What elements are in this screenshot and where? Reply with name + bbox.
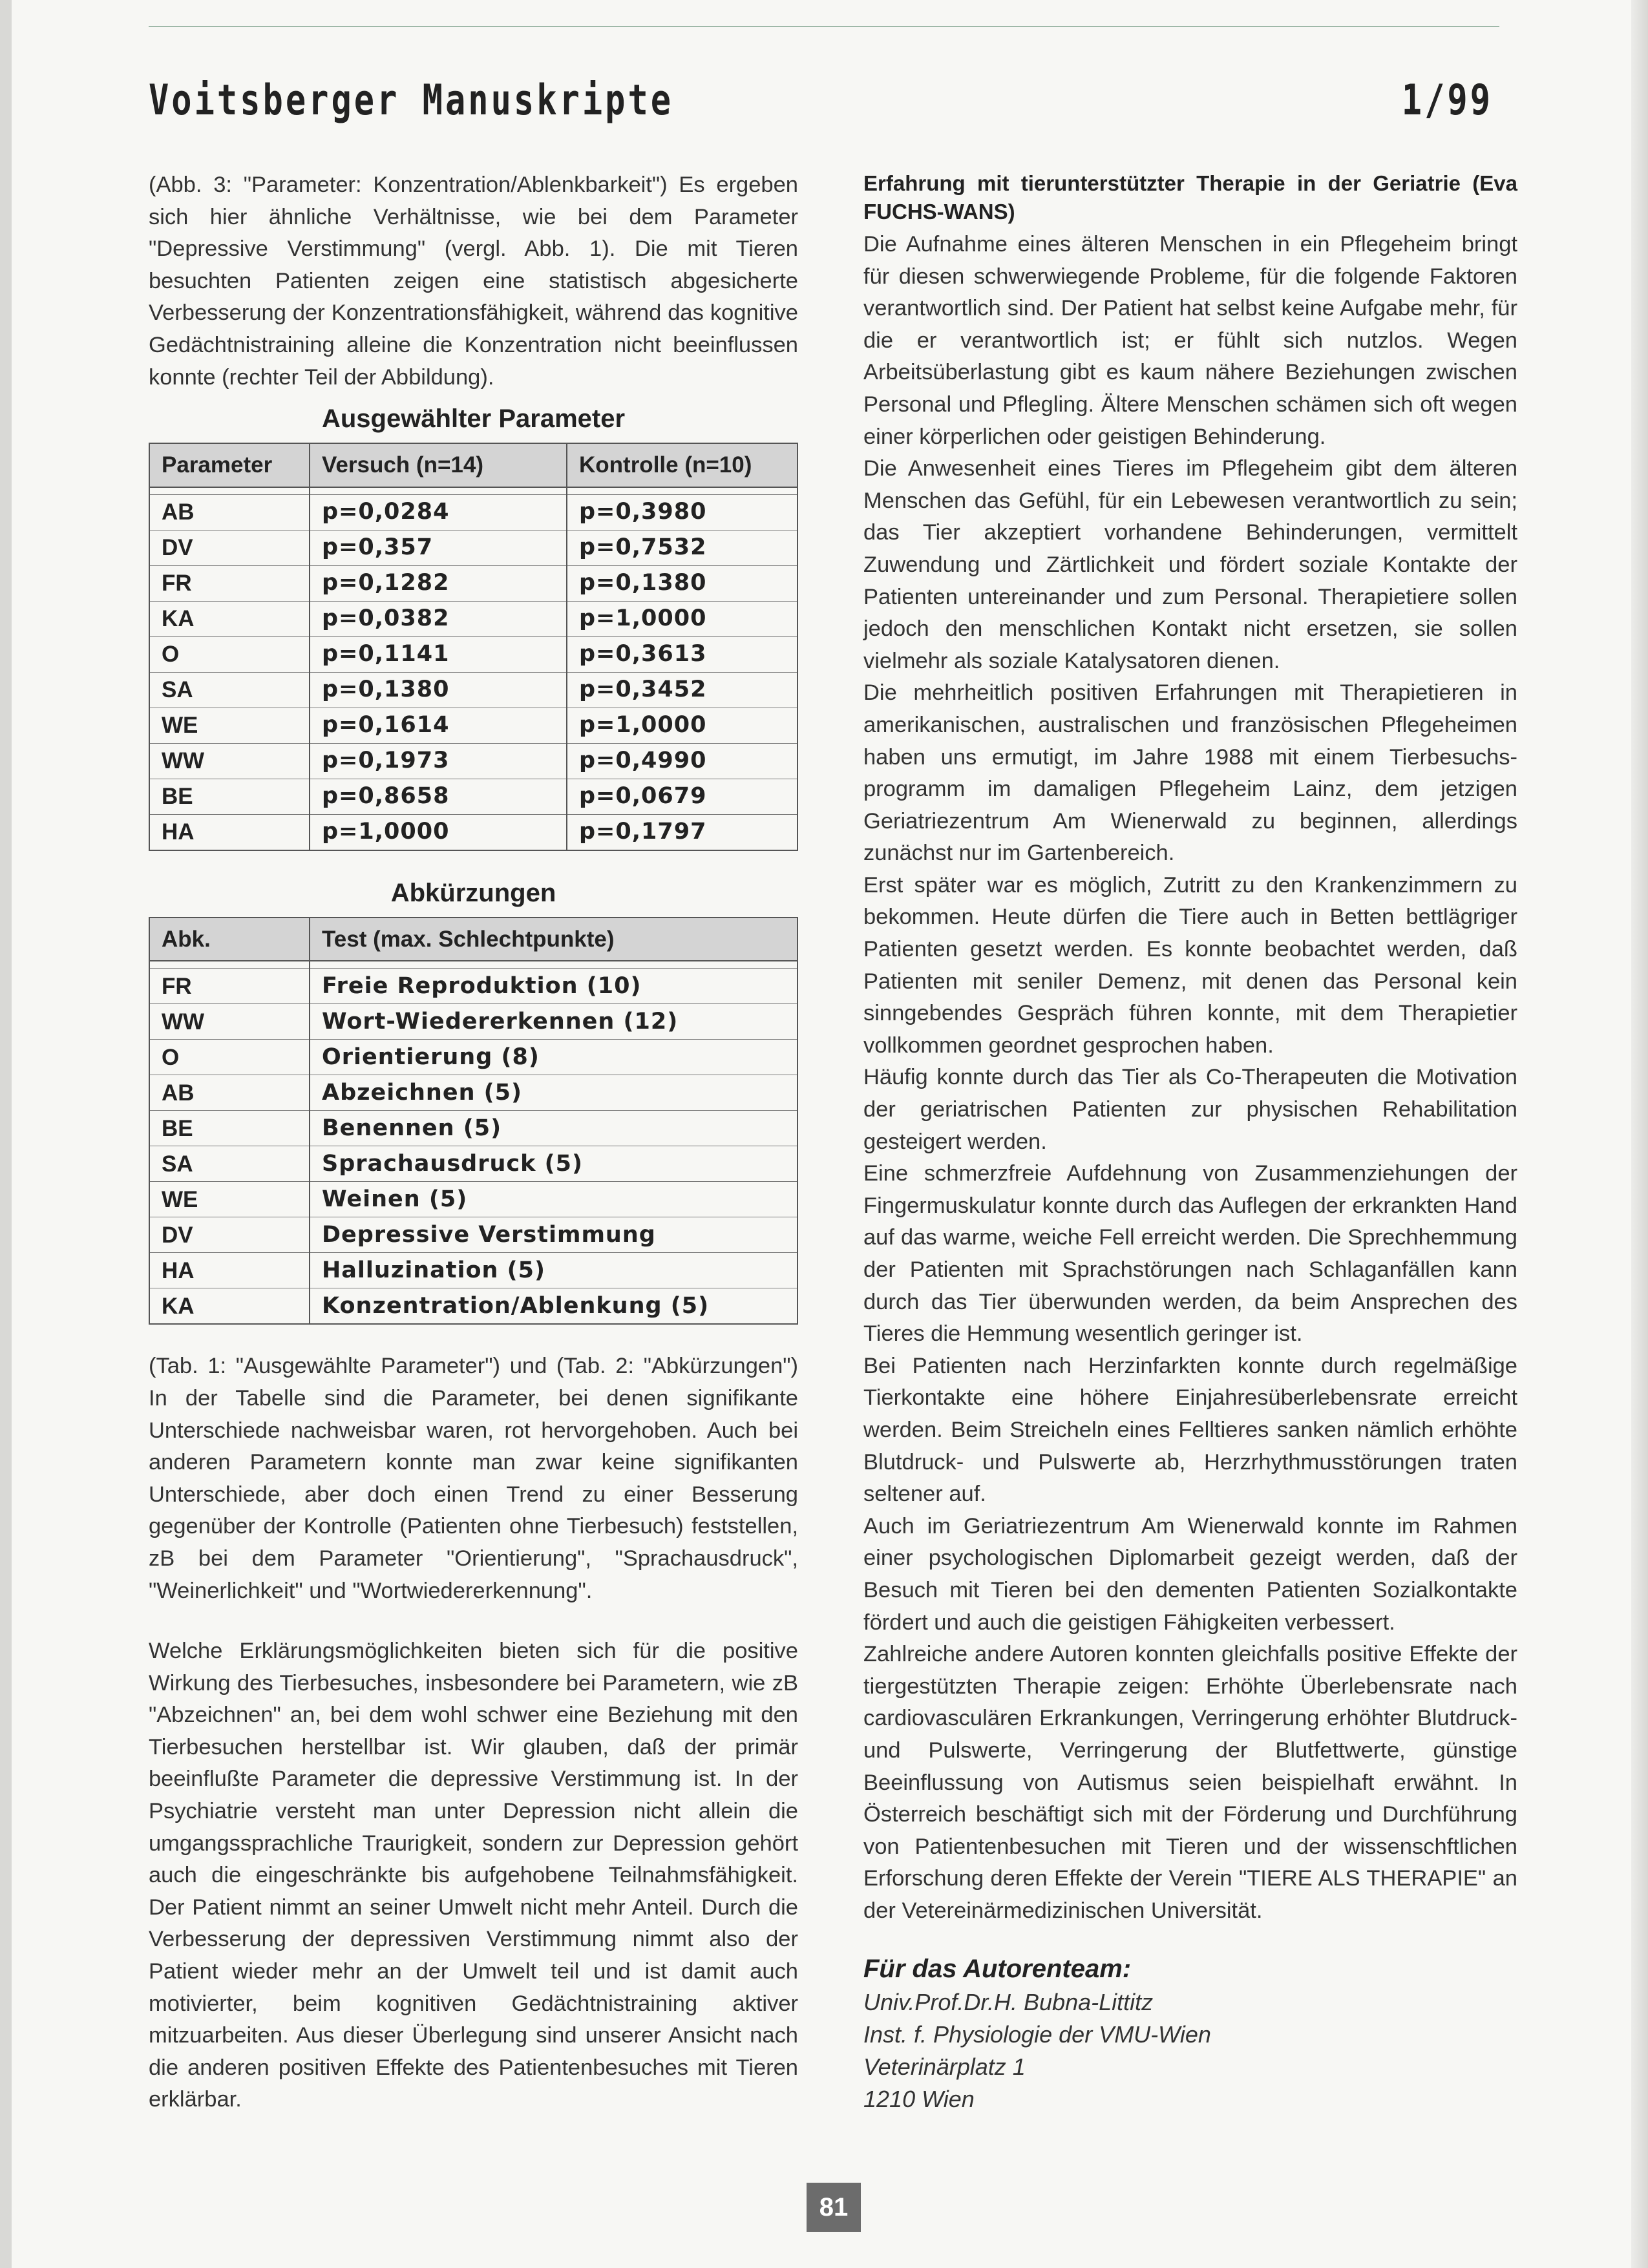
table-cell: p=0,0284 [310,494,567,530]
table-row [149,743,798,779]
table-row [149,1288,798,1325]
table-cell: DV [149,1217,310,1253]
table-cell: AB [149,494,310,530]
table-row [149,672,798,708]
signature-line: Veterinärplatz 1 [863,2053,1026,2081]
table-row [149,969,798,1004]
left-column [149,169,798,2116]
body-paragraph: Eine schmerzfreie Aufdehnung von Zusammenziehungen der Fingermuskulatur konnte durch das Auflegen der erkrankten Hand auf das warme, weiche Fell erreicht werden. Die Sprechhemmung der Patienten mit Sprachstörungen nach Schlaganfällen kann durch das Tier überwunden werden, da beim Ansprechen des Tieres die Hemmung wesentlich geringer ist. [863,1161,1517,1347]
table-cell: p=0,8658 [310,779,567,814]
table-cell: BE [149,1111,310,1146]
table-cell: WW [149,1004,310,1040]
body-paragraph: Bei Patienten nach Herzinfarkten konnte durch regelmäßige Tierkontakte eine höhere Einjahresüberlebensrate erreicht werden. Beim Streicheln eines Felltieres sanken nämlich erhöhte Blutdruck- und Pulswerte ab, Herzrhythmusstörungen traten seltener auf. [863,1353,1517,1507]
table-cell: FR [149,969,310,1004]
signature-line: Inst. f. Physiologie der VMU-Wien [863,2021,1211,2048]
right-column [863,169,1517,2116]
tables-caption-paragraph: (Tab. 1: "Ausgewählte Parameter") und (Tab. 2: "Abkürzungen") In der Tabelle sind die Parameter, bei denen signifikante Unterschiede nachweisbar waren, rot hervorgehoben. Auch bei anderen Parametern konnte man zwar keine signifikanten Unterschiede, aber doch einen Trend zu einer Besserung gegenüber der Kontrolle (Patienten ohne Tierbesuch) feststellen, zB bei dem Parameter "Orientierung", "Sprachausdruck", "Weinerlichkeit" und "Wortwiedererkennung". [149,1354,798,1603]
table-row [149,779,798,814]
table-cell: KA [149,601,310,636]
body-paragraph: Die Aufnahme eines älteren Menschen in ein Pflegeheim bringt für diesen schwerwiegende Probleme, für die folgende Faktoren verantwortlich sind. Der Patient hat selbst keine Aufgabe mehr, für die er verantwortlich ist; er fühlt sich nutzlos. Wegen Arbeitsüberlastung gibt es kaum nähere Beziehungen zwischen Personal und Pflegling. Ältere Menschen schämen sich oft wegen einer körperlichen oder geistigen Behinderung. [863,232,1517,449]
table-cell: HA [149,814,310,850]
table-cell: p=0,3613 [567,636,798,672]
table-cell: Halluzination (5) [310,1253,798,1288]
table-row [149,1182,798,1217]
table1-header: Kontrolle (n=10) [567,443,798,487]
table-cell: Benennen (5) [310,1111,798,1146]
table-cell: p=0,1797 [567,814,798,850]
signature-line: Univ.Prof.Dr.H. Bubna-Littitz [863,1989,1154,2016]
table-cell: O [149,1040,310,1075]
explanation-paragraph: Welche Erklärungsmöglichkeiten bieten sich für die positive Wirkung des Tierbesuches, insbesondere bei Parametern, wie zB "Abzeichnen" an, bei dem wohl schwer eine Beziehung mit den Tierbesuchen herstellbar ist. Wir glauben, daß der primär beeinflußte Parameter die depressive Verstimmung ist. In der Psychiatrie versteht man unter Depression nicht allein die umgangssprachliche Traurigkeit, sondern zur Depression gehört auch die eingeschränkte bis aufgehobene Teilnahmsfähigkeit. Der Patient nimmt an seiner Umwelt nicht mehr Anteil. Durch die Verbesserung der depressiven Verstimmung nimmt also der Patient wieder mehr an der Umwelt teil und ist damit auch motivierter, beim kognitiven Gedächtnistraining aktiver mitzuarbeiten. Aus dieser Überlegung sind unserer Ansicht nach die anderen positiven Effekte des Patientenbesuches mit Tieren erklärbar. [149,1639,798,2112]
table2-title: Abkürzungen [390,878,556,907]
table-cell: KA [149,1288,310,1325]
signature-line: 1210 Wien [863,2086,975,2113]
table-cell: SA [149,672,310,708]
signature-block [863,1986,1517,2116]
table-cell: HA [149,1253,310,1288]
table-cell: p=0,0679 [567,779,798,814]
table-row [149,530,798,565]
table-row [149,565,798,601]
body-paragraph: Die Anwesenheit eines Tieres im Pflegeheim gibt dem älteren Menschen das Gefühl, für ein Lebewesen verantwortlich zu sein; das Tier akzeptiert vorhandene Behinderungen, vermittelt Zuwendung und Zärtlichkeit und fördert soziale Kontakte der Patienten untereinander und zum Personal. Therapietiere sollen jedoch den menschlichen Kontakt nicht ersetzen, sie sollen vielmehr als soziale Katalysatoren dienen. [863,456,1517,673]
parameter-table [149,443,798,851]
table-cell: p=1,0000 [310,814,567,850]
table-cell: FR [149,565,310,601]
table1-title: Ausgewählter Parameter [321,404,626,434]
table-cell: Weinen (5) [310,1182,798,1217]
table-row [149,636,798,672]
table-cell: p=0,1614 [310,708,567,743]
table-cell: Depressive Verstimmung [310,1217,798,1253]
table-row [149,1146,798,1182]
page-gutter [0,0,12,2268]
table2-header: Test (max. Schlechtpunkte) [310,918,798,961]
body-paragraph: Häufig konnte durch das Tier als Co-Therapeuten die Motivation der geriatrischen Patienten zur physischen Rehabilitation gesteigert werden. [863,1065,1517,1154]
issue-number: 1/99 [1401,76,1493,125]
table-cell: WW [149,743,310,779]
table-cell: SA [149,1146,310,1182]
table-row [149,1217,798,1253]
page-number: 81 [807,2183,861,2232]
abbreviation-table [149,917,798,1325]
table-row [149,814,798,850]
table-row [149,1111,798,1146]
journal-title: Voitsberger Manuskripte [149,76,674,125]
table-row [149,1040,798,1075]
table-cell: p=0,1141 [310,636,567,672]
table-cell: p=0,357 [310,530,567,565]
table-cell: p=0,4990 [567,743,798,779]
top-rule [149,26,1499,27]
table-cell: AB [149,1075,310,1111]
section-heading: Erfahrung mit tierunterstützter Therapie in der Geriatrie (Eva FUCHS-WANS) [863,171,1517,224]
signature-title: Für das Autorenteam: [863,1955,1132,1984]
table-cell: p=0,7532 [567,530,798,565]
table-cell: WE [149,1182,310,1217]
table-cell: p=0,1380 [567,565,798,601]
table-row [149,1075,798,1111]
table-cell: Orientierung (8) [310,1040,798,1075]
page-edge [1631,0,1648,2268]
table1-header: Parameter [149,443,310,487]
table-row [149,494,798,530]
table-cell: p=0,3452 [567,672,798,708]
table-cell: p=1,0000 [567,601,798,636]
table-cell: Freie Reproduktion (10) [310,969,798,1004]
body-paragraph: Die mehrheitlich positiven Erfahrungen mit Therapietieren in amerikanischen, australischen und französischen Pflegeheimen haben uns ermutigt, im Jahre 1988 mit einem Tierbesuchs-programm im damaligen Pflegeheim Lainz, dem jetzigen Geriatriezentrum Am Wienerwald zu beginnen, allerdings zunächst nur im Gartenbereich. [863,680,1517,866]
table-cell: O [149,636,310,672]
table-row [149,708,798,743]
table-cell: p=0,0382 [310,601,567,636]
table-cell: Abzeichnen (5) [310,1075,798,1111]
table-cell: p=0,3980 [567,494,798,530]
table-cell: p=0,1973 [310,743,567,779]
body-paragraph: Auch im Geriatriezentrum Am Wienerwald konnte im Rahmen einer psychologischen Diplomarbeit gezeigt werden, daß der Besuch mit Tieren bei den dementen Patienten Sozialkontakte fördert und auch die geistigen Fähigkeiten verbessert. [863,1513,1517,1635]
table-row [149,1004,798,1040]
table-cell: p=0,1282 [310,565,567,601]
table-row [149,1253,798,1288]
table-cell: WE [149,708,310,743]
table-row [149,601,798,636]
table-cell: BE [149,779,310,814]
table-cell: p=0,1380 [310,672,567,708]
table-cell: p=1,0000 [567,708,798,743]
table-cell: Wort-Wiedererkennen (12) [310,1004,798,1040]
intro-paragraph: (Abb. 3: "Parameter: Konzentration/Ablenkbarkeit") Es ergeben sich hier ähnliche Verhältnisse, wie bei dem Parameter "Depressive Verstimmung" (vergl. Abb. 1). Die mit Tieren besuchten Patienten zeigen eine statistisch abgesicherte Verbesserung der Konzentrationsfähigkeit, während das kognitive Gedächtnistraining alleine die Konzentration nicht beeinflussen konnte (rechter Teil der Abbildung). [149,173,798,390]
body-paragraph: Zahlreiche andere Autoren konnten gleichfalls positive Effekte der tiergestützten Therapie zeigen: Erhöhte Überlebensrate nach cardiovasculären Erkrankungen, Verringerung erhöhter Blutdruck- und Pulswerte, Verringerung der Blutfettwerte, günstige Beeinflussung von Autismus seien beispielhaft erwähnt. In Österreich beschäftigt sich mit der Förderung und Durchführung von Patientenbesuchen mit Tieren und der wissenschftlichen Erforschung deren Effekte der Verein "TIERE ALS THERAPIE" an der Vetereinärmedizinischen Universität. [863,1642,1517,1923]
table2-header: Abk. [149,918,310,961]
table-cell: Sprachausdruck (5) [310,1146,798,1182]
table1-header: Versuch (n=14) [310,443,567,487]
body-paragraph: Erst später war es möglich, Zutritt zu den Krankenzimmern zu bekommen. Heute dürfen die Tiere auch in Betten bettlägriger Patienten gesetzt werden. Es konnte beobachtet werden, daß Patienten mit seniler Demenz, mit denen das Personal kein sinngebendes Gespräch führen konnte, mit dem Therapietier vollkommen geordnet gesprochen haben. [863,872,1517,1058]
table-cell: Konzentration/Ablenkung (5) [310,1288,798,1325]
table-cell: DV [149,530,310,565]
